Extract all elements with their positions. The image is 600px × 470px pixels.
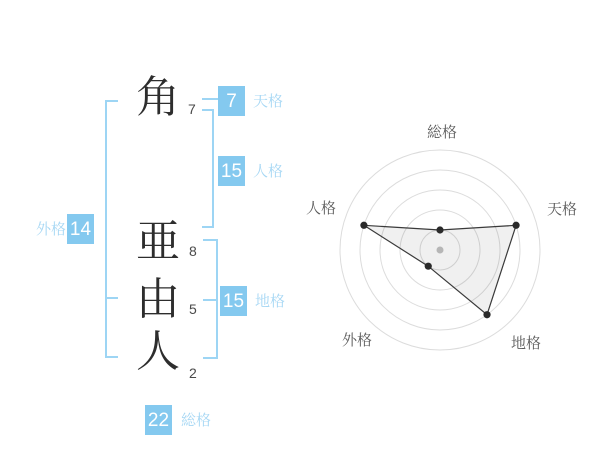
name-char-1: 角 bbox=[136, 73, 180, 122]
radar-axis-label: 外格 bbox=[341, 332, 373, 349]
soukaku-label: 総格 bbox=[181, 412, 212, 429]
radar-vertex-dot bbox=[436, 226, 443, 233]
tenkaku-label: 天格 bbox=[253, 93, 284, 110]
stroke-count-2: 8 bbox=[189, 243, 197, 259]
soukaku-value: 22 bbox=[147, 409, 170, 431]
radar-axis-label: 人格 bbox=[305, 200, 337, 217]
tenkaku-value: 7 bbox=[226, 90, 237, 112]
stroke-count-4: 2 bbox=[189, 365, 197, 381]
gaikaku-label: 外格 bbox=[36, 221, 67, 238]
radar-vertex-dot bbox=[512, 222, 519, 229]
name-char-4: 人 bbox=[136, 327, 180, 376]
name-char-3: 由 bbox=[136, 275, 180, 324]
chikaku-label: 地格 bbox=[255, 293, 286, 310]
radar-vertex-dot bbox=[483, 311, 490, 318]
jinkaku-label: 人格 bbox=[253, 163, 284, 180]
radar-vertex-dot bbox=[360, 222, 367, 229]
gaikaku-value: 14 bbox=[69, 218, 92, 240]
chikaku-value: 15 bbox=[222, 290, 245, 312]
jinkaku-value: 15 bbox=[220, 160, 243, 182]
radar-vertex-dot bbox=[425, 263, 432, 270]
stroke-count-3: 5 bbox=[189, 301, 197, 317]
radar-axis-label: 天格 bbox=[546, 201, 578, 218]
radar-axis-label: 総格 bbox=[426, 124, 458, 141]
name-char-2: 亜 bbox=[136, 217, 180, 266]
stroke-count-1: 7 bbox=[188, 101, 196, 117]
radar-polygon bbox=[364, 225, 516, 314]
radar-axis-label: 地格 bbox=[510, 335, 542, 352]
